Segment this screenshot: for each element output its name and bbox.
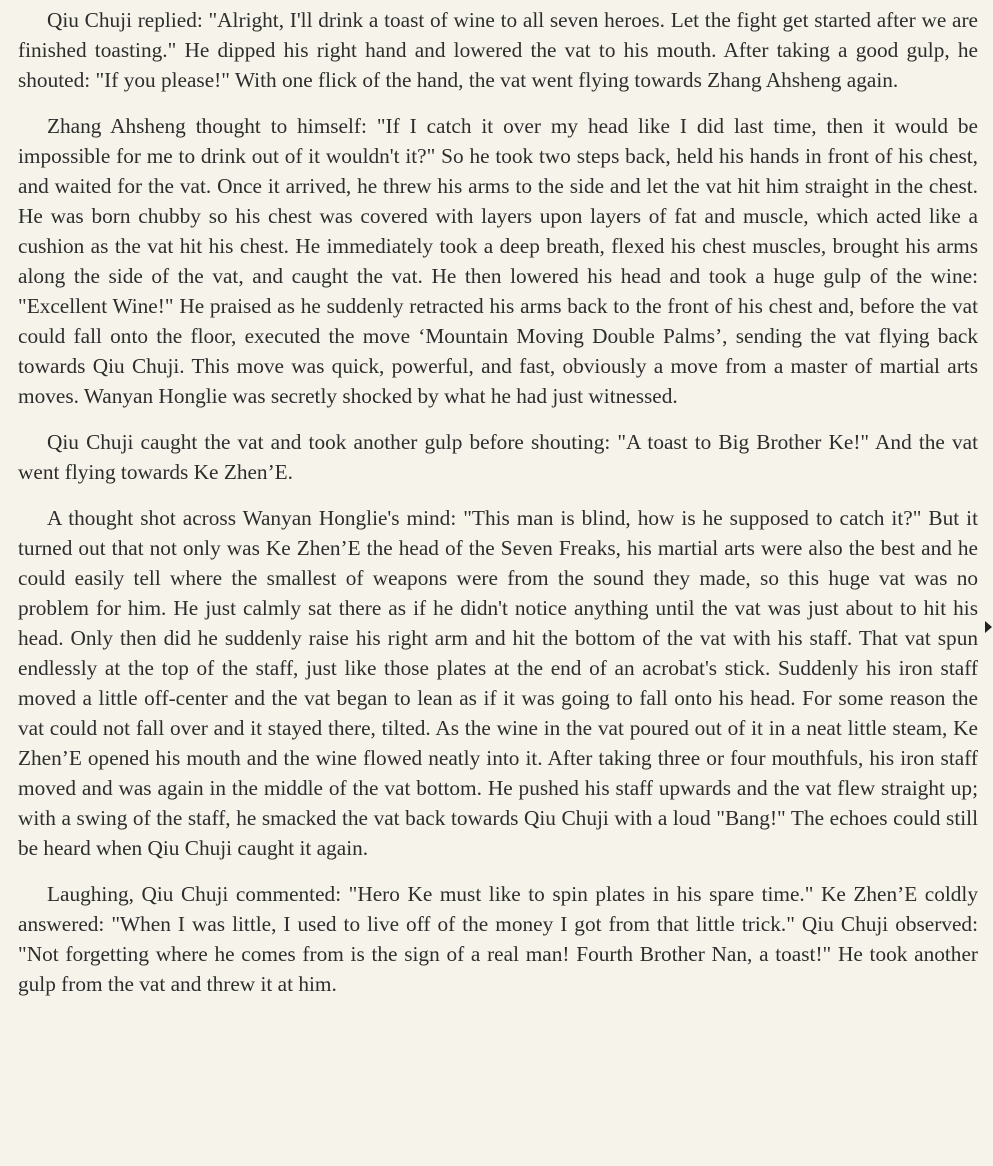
- paragraph-3: Qiu Chuji caught the vat and took another gulp before shouting: "A toast to Big Brother Ke!" And the vat went flying towards Ke Zhen’E.: [18, 430, 978, 484]
- paragraph-1: Qiu Chuji replied: "Alright, I'll drink a toast of wine to all seven heroes. Let the fight get started after we are finished toasting." He dipped his right hand and lowered the vat to his mouth. After taking a good gulp, he shouted: "If you please!" With one flick of the hand, the vat went flying towards Zhang Ahsheng again.: [18, 8, 978, 92]
- paragraph-4: A thought shot across Wanyan Honglie's mind: "This man is blind, how is he supposed to catch it?" But it turned out that not only was Ke Zhen’E the head of the Seven Freaks, his martial arts were also the best and he could easily tell where the smallest of weapons were from the sound they made, so this huge vat was no problem for him. He just calmly sat there as if he didn't notice anything until the vat was just about to hit his head. Only then did he suddenly raise his right arm and hit the bottom of the vat with his staff. That vat spun endlessly at the top of the staff, just like those plates at the end of an acrobat's stick. Suddenly his iron staff moved a little off-center and the vat began to lean as if it was going to fall onto his head. For some reason the vat could not fall over and it stayed there, tilted. As the wine in the vat poured out of it in a neat little steam, Ke Zhen’E opened his mouth and the wine flowed neatly into it. After taking three or four mouthfuls, his iron staff moved and was again in the middle of the vat bottom. He pushed his staff upwards and the vat flew straight up; with a swing of the staff, he smacked the vat back towards Qiu Chuji with a loud "Bang!" The echoes could still be heard when Qiu Chuji caught it again.: [18, 506, 978, 860]
- paragraph-2: Zhang Ahsheng thought to himself: "If I catch it over my head like I did last time, then it would be impossible for me to drink out of it wouldn't it?" So he took two steps back, held his hands in front of his chest, and waited for the vat. Once it arrived, he threw his arms to the side and let the vat hit him straight in the chest. He was born chubby so his chest was covered with layers upon layers of fat and muscle, which acted like a cushion as the vat hit his chest. He immediately took a deep breath, flexed his chest muscles, brought his arms along the side of the vat, and caught the vat. He then lowered his head and took a huge gulp of the wine: "Excellent Wine!" He praised as he suddenly retracted his arms back to the front of his chest and, before the vat could fall onto the floor, executed the move ‘Mountain Moving Double Palms’, sending the vat flying back towards Qiu Chuji. This move was quick, powerful, and fast, obviously a move from a master of martial arts moves. Wanyan Honglie was secretly shocked by what he had just witnessed.: [18, 114, 978, 408]
- paragraph-5: Laughing, Qiu Chuji commented: "Hero Ke must like to spin plates in his spare time." Ke Zhen’E coldly answered: "When I was little, I used to live off of the money I got from that little trick." Qiu Chuji observed: "Not forgetting where he comes from is the sign of a real man! Fourth Brother Nan, a toast!" He took another gulp from the vat and threw it at him.: [18, 882, 978, 996]
- next-page-arrow-icon[interactable]: [985, 621, 992, 633]
- chapter-text: [18, 5, 978, 1015]
